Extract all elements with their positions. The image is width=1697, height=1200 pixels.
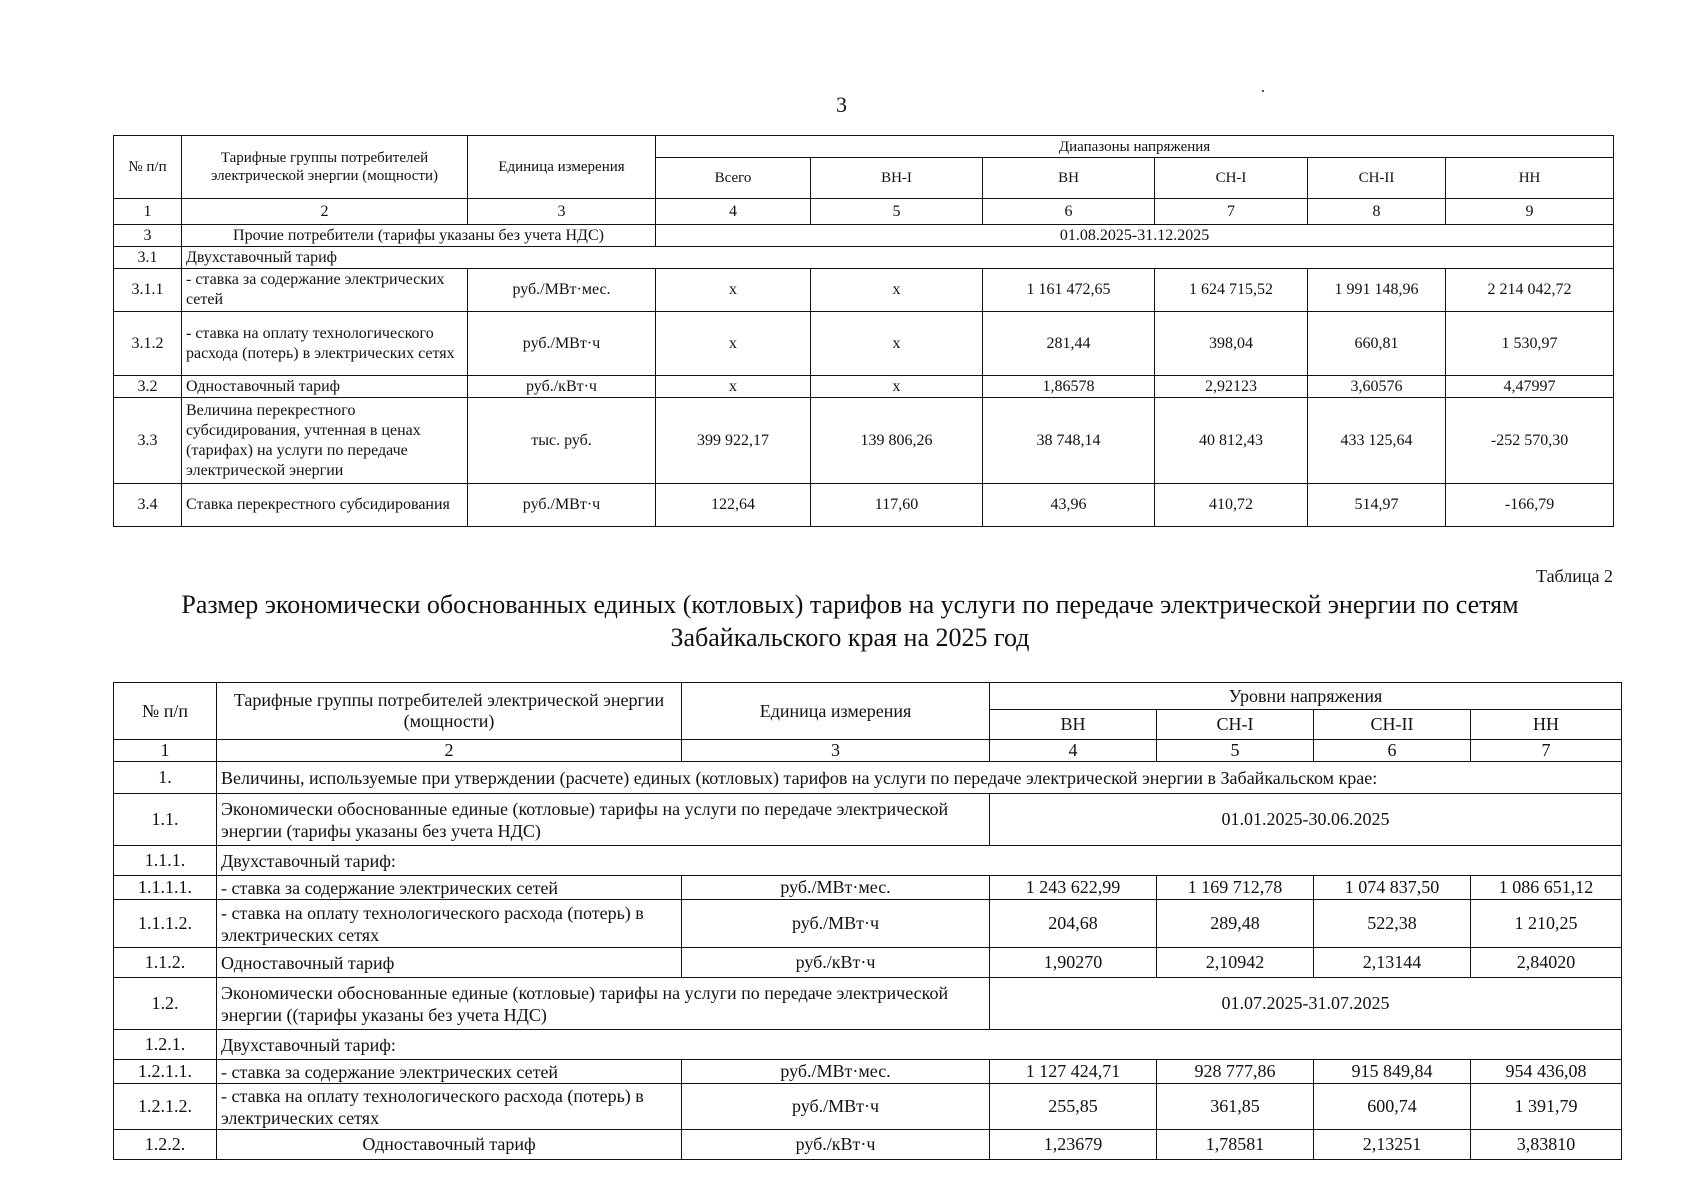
cell-value: 38 748,14 (983, 398, 1155, 484)
table-row (114, 312, 1614, 376)
row-label: Экономически обоснованные единые (котловые) тарифы на услуги по передаче электрической энергии (тарифы указаны без учета НДС) (217, 794, 990, 846)
row-unit: руб./МВт·мес. (682, 1060, 990, 1084)
cell-value: 40 812,43 (1155, 398, 1308, 484)
row-num: 1.2.1. (114, 1030, 217, 1060)
colnum: 4 (656, 199, 811, 225)
colnum: 5 (811, 199, 983, 225)
cell-value: 361,85 (1157, 1084, 1314, 1130)
cell-value: 2,84020 (1471, 948, 1622, 978)
cell-value: 1 074 837,50 (1314, 876, 1471, 900)
colnum: 6 (1314, 740, 1471, 762)
header-col-sn1: СН-I (1155, 158, 1308, 199)
colnum: 3 (682, 740, 990, 762)
header-unit: Единица измерения (682, 683, 990, 740)
row-label: - ставка за содержание электрических сетей (217, 876, 682, 900)
cell-value: х (656, 269, 811, 312)
table-row (114, 225, 1614, 247)
table-row (114, 484, 1614, 527)
row-num: 1.2. (114, 978, 217, 1030)
row-period: 01.01.2025-30.06.2025 (990, 794, 1622, 846)
header-col-nn: НН (1471, 710, 1622, 740)
cell-value: 954 436,08 (1471, 1060, 1622, 1084)
colnum: 9 (1446, 199, 1614, 225)
row-unit: руб./МВт·мес. (682, 876, 990, 900)
row-num: 1.2.1.2. (114, 1084, 217, 1130)
cell-value: 1 161 472,65 (983, 269, 1155, 312)
cell-value: 139 806,26 (811, 398, 983, 484)
colnum: 8 (1308, 199, 1446, 225)
cell-value: -166,79 (1446, 484, 1614, 527)
colnum: 7 (1471, 740, 1622, 762)
cell-value: 4,47997 (1446, 376, 1614, 398)
row-label: - ставка за содержание электрических сетей (217, 1060, 682, 1084)
page-number: 3 (836, 92, 847, 117)
table-row (114, 269, 1614, 312)
row-num: 1.1.1.1. (114, 876, 217, 900)
table-row (114, 1030, 1622, 1060)
row-num: 3 (114, 225, 182, 247)
table-2-tag: Таблица 2 (1536, 566, 1613, 586)
tariff-table-1 (113, 135, 1614, 527)
header-col-vn: ВН (990, 710, 1157, 740)
cell-value: х (811, 269, 983, 312)
cell-value: 915 849,84 (1314, 1060, 1471, 1084)
table-row (114, 794, 1622, 846)
colnum: 7 (1155, 199, 1308, 225)
row-label: - ставка за содержание электрических сетей (182, 269, 468, 312)
colnum: 2 (182, 199, 468, 225)
colnum: 5 (1157, 740, 1314, 762)
cell-value: 1 086 651,12 (1471, 876, 1622, 900)
colnum: 3 (468, 199, 656, 225)
cell-value: 1 991 148,96 (1308, 269, 1446, 312)
row-label: - ставка на оплату технологического расхода (потерь) в электрических сетях (217, 900, 682, 948)
row-period: 01.08.2025-31.12.2025 (656, 225, 1614, 247)
table-row (114, 247, 1614, 269)
header-col-sn2: СН-II (1308, 158, 1446, 199)
table-row (114, 978, 1622, 1030)
row-label: Двухставочный тариф (182, 247, 1614, 269)
cell-value: 399 922,17 (656, 398, 811, 484)
row-label: Ставка перекрестного субсидирования (182, 484, 468, 527)
header-consumer-groups: Тарифные группы потребителей электрической энергии (мощности) (217, 683, 682, 740)
cell-value: 1,86578 (983, 376, 1155, 398)
header-col-sn2: СН-II (1314, 710, 1471, 740)
cell-value: 3,83810 (1471, 1130, 1622, 1160)
cell-value: 410,72 (1155, 484, 1308, 527)
table-row (114, 376, 1614, 398)
cell-value: 117,60 (811, 484, 983, 527)
row-period: 01.07.2025-31.07.2025 (990, 978, 1622, 1030)
colnum: 2 (217, 740, 682, 762)
cell-value: 398,04 (1155, 312, 1308, 376)
colnum: 1 (114, 740, 217, 762)
header-col-sn1: СН-I (1157, 710, 1314, 740)
row-num: 3.4 (114, 484, 182, 527)
cell-value: 2,10942 (1157, 948, 1314, 978)
row-num: 1.2.2. (114, 1130, 217, 1160)
header-consumer-groups: Тарифные группы потребителей электрической энергии (мощности) (182, 136, 468, 199)
row-label: - ставка на оплату технологического расхода (потерь) в электрических сетях (217, 1084, 682, 1130)
header-voltage-levels: Уровни напряжения (990, 683, 1622, 710)
row-num: 3.2 (114, 376, 182, 398)
cell-value: 600,74 (1314, 1084, 1471, 1130)
row-label: Одноставочный тариф (217, 948, 682, 978)
cell-value: 928 777,86 (1157, 1060, 1314, 1084)
table-2-title: Размер экономически обоснованных единых (котловых) тарифов на услуги по передаче электрической энергии по сетям Забайкальского края на 2025 год (181, 590, 1519, 652)
cell-value: 2,13144 (1314, 948, 1471, 978)
table-row (114, 398, 1614, 484)
scan-speck (1262, 90, 1264, 92)
row-num: 3.1.1 (114, 269, 182, 312)
table-row (114, 876, 1622, 900)
cell-value: х (656, 312, 811, 376)
table-row (114, 1084, 1622, 1130)
row-label: Одноставочный тариф (182, 376, 468, 398)
cell-value: х (811, 376, 983, 398)
column-number-row (114, 199, 1614, 225)
row-label: Прочие потребители (тарифы указаны без учета НДС) (182, 225, 656, 247)
row-num: 3.3 (114, 398, 182, 484)
table-row (114, 948, 1622, 978)
row-num: 3.1.2 (114, 312, 182, 376)
cell-value: 660,81 (1308, 312, 1446, 376)
row-label: Двухставочный тариф: (217, 1030, 1622, 1060)
cell-value: 1 530,97 (1446, 312, 1614, 376)
table-row (114, 846, 1622, 876)
cell-value: 1,90270 (990, 948, 1157, 978)
header-col-total: Всего (656, 158, 811, 199)
header-unit: Единица измерения (468, 136, 656, 199)
header-col-vn: ВН (983, 158, 1155, 199)
cell-value: 1 624 715,52 (1155, 269, 1308, 312)
cell-value: 122,64 (656, 484, 811, 527)
header-voltage-ranges: Диапазоны напряжения (656, 136, 1614, 158)
row-label: Величины, используемые при утверждении (расчете) единых (котловых) тарифов на услуги по передаче электрической энергии в Забайкальском крае: (217, 762, 1622, 794)
row-label: Величина перекрестного субсидирования, учтенная в ценах (тарифах) на услуги по передаче электрической энергии (182, 398, 468, 484)
cell-value: 255,85 (990, 1084, 1157, 1130)
row-num: 1.2.1.1. (114, 1060, 217, 1084)
cell-value: 1 243 622,99 (990, 876, 1157, 900)
header-col-nn: НН (1446, 158, 1614, 199)
row-unit: руб./МВт·мес. (468, 269, 656, 312)
cell-value: 2,13251 (1314, 1130, 1471, 1160)
row-unit: тыс. руб. (468, 398, 656, 484)
cell-value: 433 125,64 (1308, 398, 1446, 484)
colnum: 1 (114, 199, 182, 225)
column-number-row (114, 740, 1622, 762)
header-col-vn1: ВН-I (811, 158, 983, 199)
row-unit: руб./МВт·ч (468, 484, 656, 527)
cell-value: 2 214 042,72 (1446, 269, 1614, 312)
cell-value: 204,68 (990, 900, 1157, 948)
row-num: 1.1.2. (114, 948, 217, 978)
colnum: 6 (983, 199, 1155, 225)
table-row (114, 1060, 1622, 1084)
table-row (114, 762, 1622, 794)
tariff-table-2 (113, 682, 1622, 1160)
cell-value: 289,48 (1157, 900, 1314, 948)
cell-value: 43,96 (983, 484, 1155, 527)
cell-value: 1 169 712,78 (1157, 876, 1314, 900)
cell-value: 1,78581 (1157, 1130, 1314, 1160)
row-num: 1.1.1.2. (114, 900, 217, 948)
row-label: Одноставочный тариф (217, 1130, 682, 1160)
cell-value: 2,92123 (1155, 376, 1308, 398)
colnum: 4 (990, 740, 1157, 762)
header-num: № п/п (114, 683, 217, 740)
row-unit: руб./МВт·ч (682, 1084, 990, 1130)
cell-value: 1 210,25 (1471, 900, 1622, 948)
cell-value: х (811, 312, 983, 376)
cell-value: 522,38 (1314, 900, 1471, 948)
cell-value: 281,44 (983, 312, 1155, 376)
row-unit: руб./кВт·ч (682, 1130, 990, 1160)
row-label: Экономически обоснованные единые (котловые) тарифы на услуги по передаче электрической энергии ((тарифы указаны без учета НДС) (217, 978, 990, 1030)
cell-value: х (656, 376, 811, 398)
row-unit: руб./МВт·ч (682, 900, 990, 948)
cell-value: 1 127 424,71 (990, 1060, 1157, 1084)
row-label: - ставка на оплату технологического расхода (потерь) в электрических сетях (182, 312, 468, 376)
table-row (114, 900, 1622, 948)
cell-value: 1,23679 (990, 1130, 1157, 1160)
row-unit: руб./кВт·ч (468, 376, 656, 398)
row-unit: руб./МВт·ч (468, 312, 656, 376)
table-row (114, 1130, 1622, 1160)
cell-value: 514,97 (1308, 484, 1446, 527)
row-label: Двухставочный тариф: (217, 846, 1622, 876)
row-num: 1. (114, 762, 217, 794)
cell-value: -252 570,30 (1446, 398, 1614, 484)
row-unit: руб./кВт·ч (682, 948, 990, 978)
cell-value: 3,60576 (1308, 376, 1446, 398)
header-num: № п/п (114, 136, 182, 199)
row-num: 3.1 (114, 247, 182, 269)
cell-value: 1 391,79 (1471, 1084, 1622, 1130)
row-num: 1.1. (114, 794, 217, 846)
row-num: 1.1.1. (114, 846, 217, 876)
